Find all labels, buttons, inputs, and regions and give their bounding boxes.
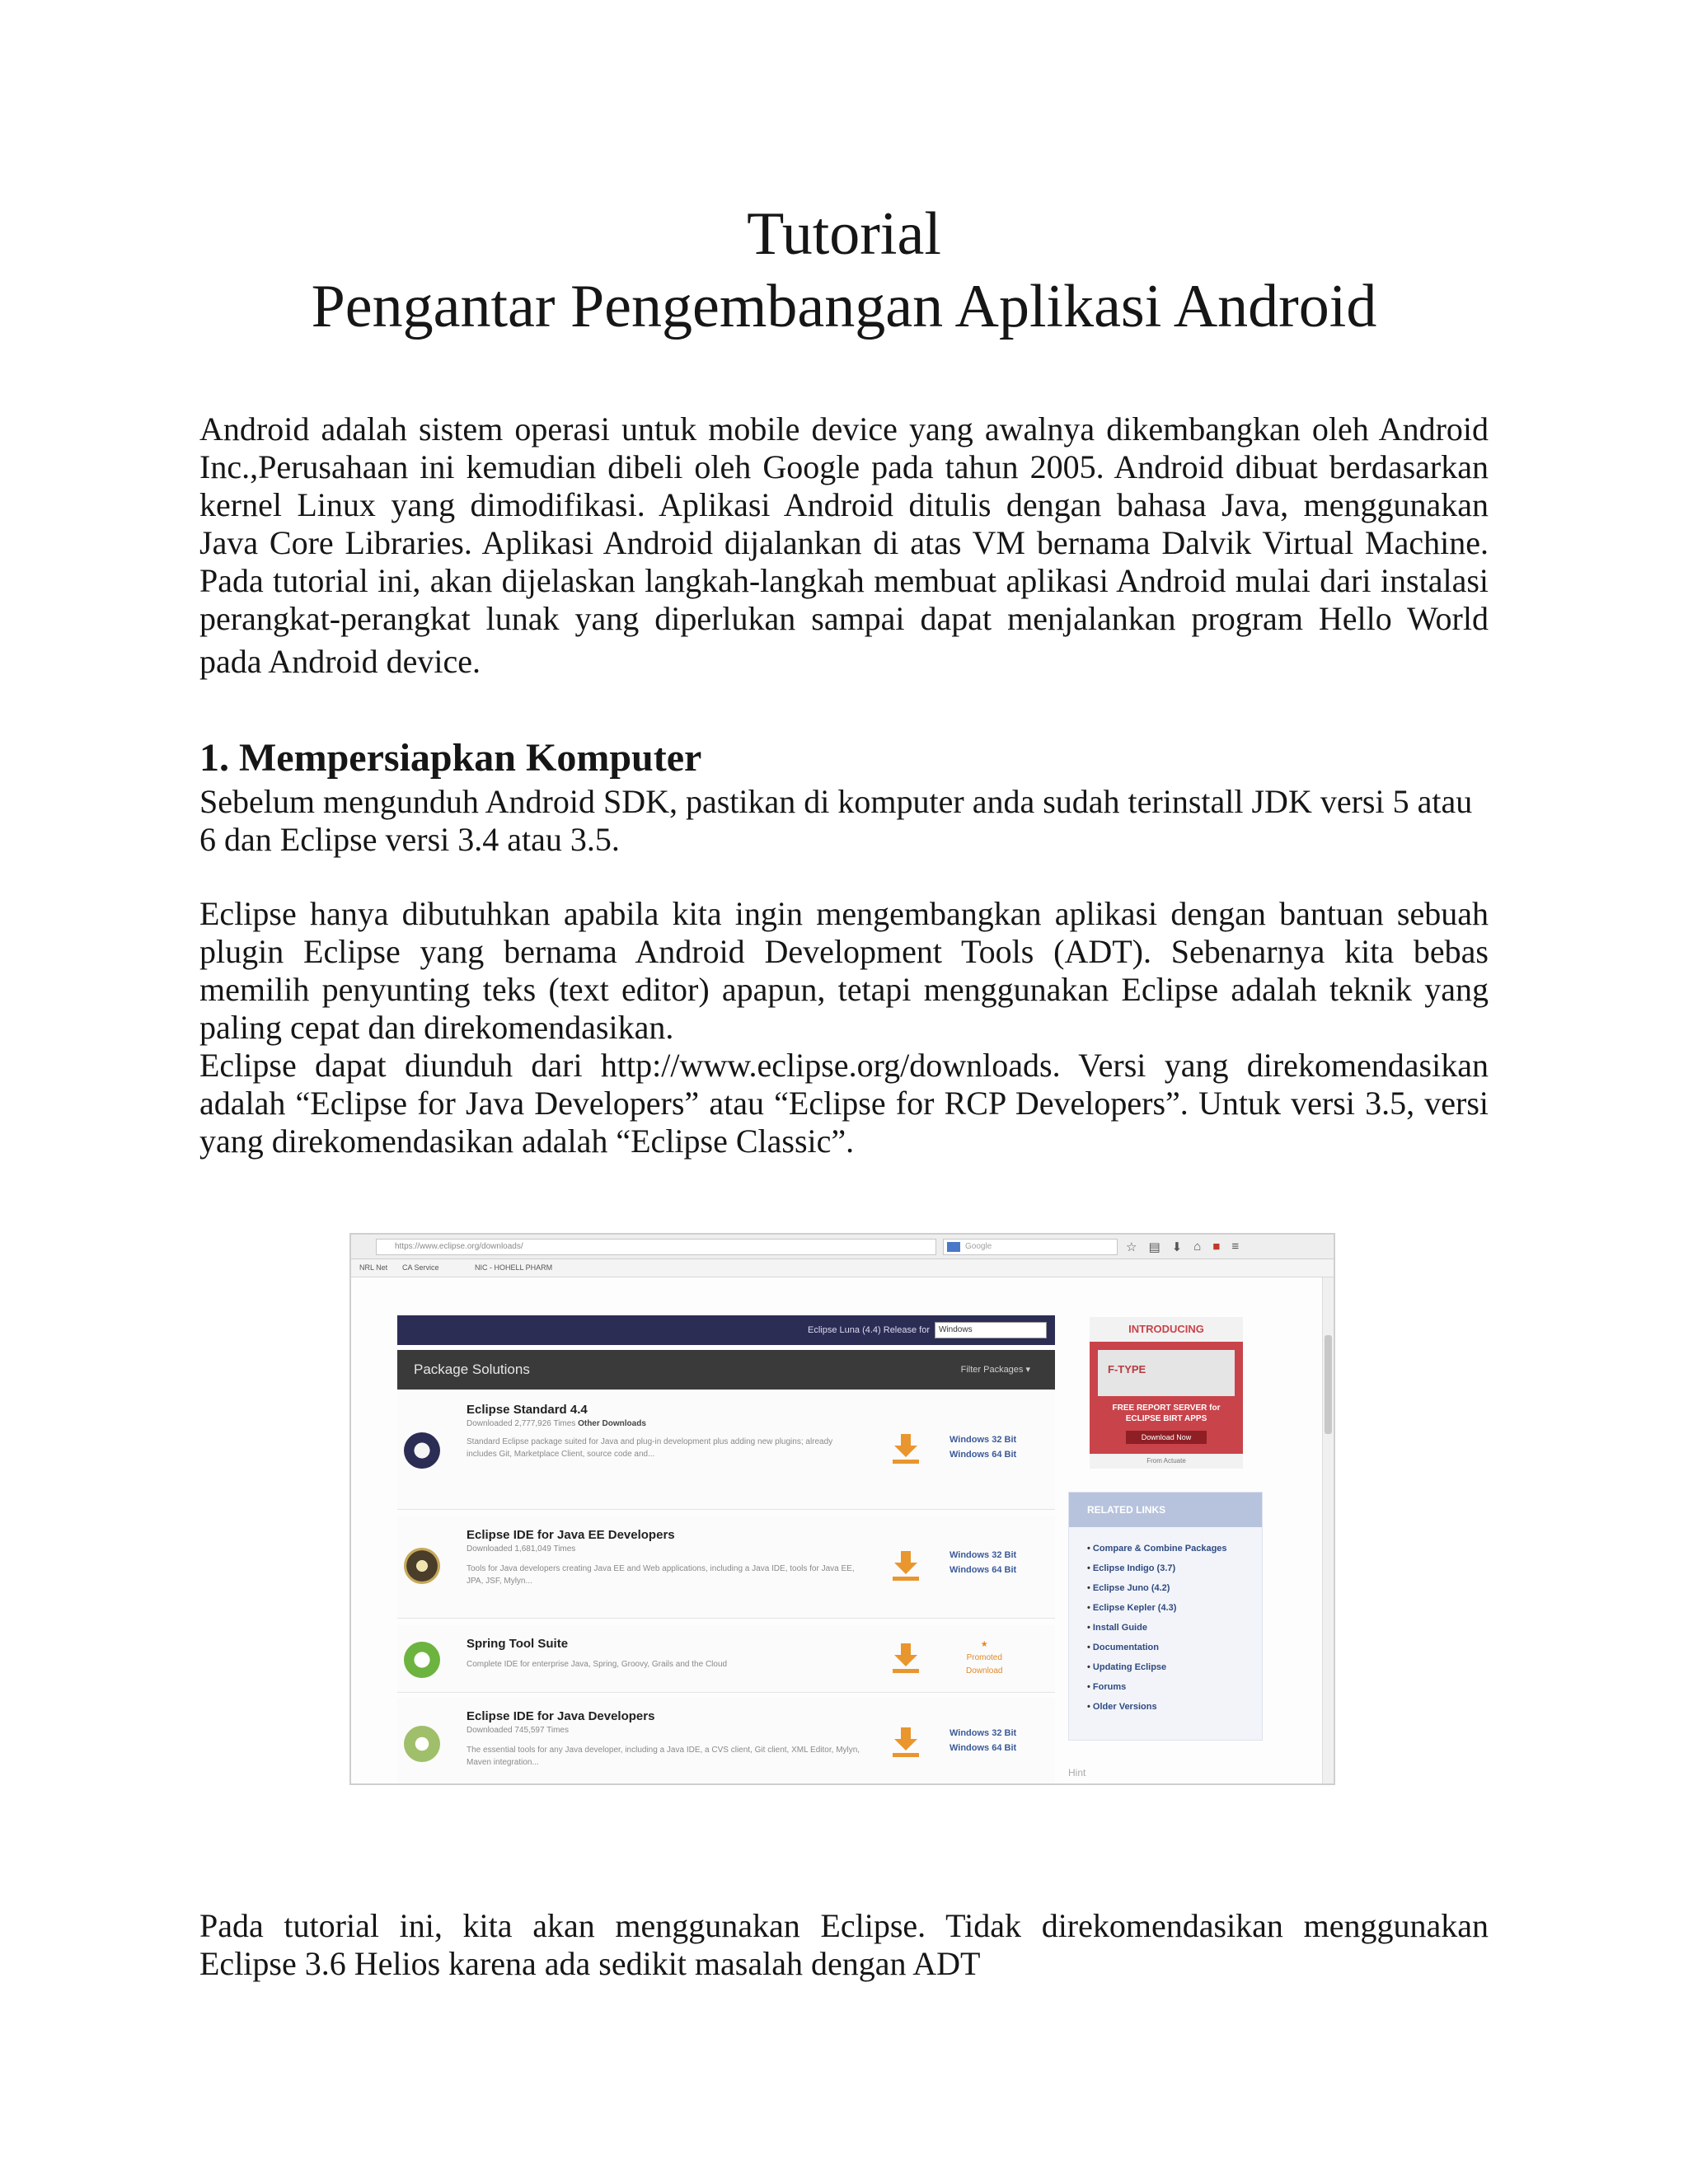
related-links-title: RELATED LINKS xyxy=(1069,1493,1262,1527)
title-line-2: Pengantar Pengembangan Aplikasi Android xyxy=(311,273,1377,340)
spring-logo-icon xyxy=(404,1642,440,1678)
star-icon: ★ xyxy=(980,1640,988,1649)
windows-32-link[interactable]: Windows 32 Bit xyxy=(950,1435,1017,1445)
download-arrow-icon[interactable] xyxy=(890,1642,921,1675)
paragraph-line: memilih penyunting teks (text editor) apapun, tetapi menggunakan Eclipse adalah teknik yang xyxy=(199,971,1489,1008)
related-link[interactable]: • Compare & Combine Packages xyxy=(1087,1539,1227,1558)
package-desc: The essential tools for any Java developer, including a Java IDE, a CVS client, Git client, XML Editor, Mylyn, Maven integration... xyxy=(467,1746,860,1767)
related-link[interactable]: • Eclipse Juno (4.2) xyxy=(1087,1578,1227,1598)
package-row xyxy=(397,1625,1055,1693)
section-paragraph-1 xyxy=(199,783,1489,859)
intro-line: Inc.,Perusahaan ini kemudian dibeli oleh Google pada tahun 2005. Android dibuat berdasarkan xyxy=(199,448,1489,485)
search-engine-icon xyxy=(947,1242,960,1252)
download-arrow-icon[interactable] xyxy=(890,1549,921,1582)
eclipse-logo-icon xyxy=(404,1432,440,1469)
package-name[interactable]: Eclipse IDE for Java Developers xyxy=(467,1709,655,1723)
bookmark-item[interactable]: NRL Net xyxy=(359,1263,388,1272)
os-select[interactable]: Windows xyxy=(935,1322,1047,1338)
paragraph-line: Eclipse 3.6 Helios karena ada sedikit masalah dengan ADT xyxy=(199,1945,981,1982)
package-row xyxy=(397,1698,1055,1785)
package-desc: Standard Eclipse package suited for Java and plug-in development plus adding new plugins; already includes Git, Marketplace Client, source code and... xyxy=(467,1437,833,1459)
related-link[interactable]: • Eclipse Kepler (4.3) xyxy=(1087,1598,1227,1618)
intro-line: Pada tutorial ini, akan dijelaskan langkah-langkah membuat aplikasi Android mulai dari instalasi xyxy=(199,562,1489,599)
promo-banner[interactable] xyxy=(1090,1317,1243,1469)
related-link[interactable]: • Forums xyxy=(1087,1677,1227,1697)
platform-links xyxy=(950,1726,1016,1755)
paragraph-line: 6 dan Eclipse versi 3.4 atau 3.5. xyxy=(199,821,620,858)
url-field[interactable]: https://www.eclipse.org/downloads/ xyxy=(376,1239,936,1255)
related-link[interactable]: • Install Guide xyxy=(1087,1618,1227,1638)
home-icon[interactable]: ⌂ xyxy=(1193,1240,1202,1254)
banner-title: INTRODUCING xyxy=(1090,1317,1243,1342)
search-placeholder: Google xyxy=(965,1242,992,1251)
section-paragraph-3 xyxy=(199,1047,1489,1160)
paragraph-line: Sebelum mengunduh Android SDK, pastikan di komputer anda sudah terinstall JDK versi 5 atau xyxy=(199,783,1473,820)
package-downloads: Downloaded 745,597 Times xyxy=(467,1726,569,1735)
bookmark-list-icon[interactable]: ▤ xyxy=(1148,1240,1160,1254)
related-links-list xyxy=(1087,1539,1227,1717)
section-heading: 1. Mempersiapkan Komputer xyxy=(199,736,702,780)
java-ee-logo-icon xyxy=(404,1548,440,1584)
intro-paragraph xyxy=(199,410,1489,681)
addon-icon[interactable]: ■ xyxy=(1212,1240,1221,1254)
download-arrow-icon[interactable] xyxy=(890,1432,921,1465)
browser-search-field[interactable] xyxy=(943,1239,1118,1255)
download-arrow-icon[interactable] xyxy=(890,1726,921,1759)
related-link[interactable]: • Older Versions xyxy=(1087,1697,1227,1717)
package-name[interactable]: Eclipse Standard 4.4 xyxy=(467,1403,588,1417)
java-logo-icon xyxy=(404,1726,440,1762)
platform-links xyxy=(950,1548,1016,1577)
filter-packages-link[interactable]: Filter Packages ▾ xyxy=(960,1365,1030,1375)
paragraph-line: yang direkomendasikan adalah “Eclipse Classic”. xyxy=(199,1122,855,1160)
windows-32-link[interactable]: Windows 32 Bit xyxy=(950,1728,1017,1738)
paragraph-line: Eclipse dapat diunduh dari http://www.eclipse.org/downloads. Versi yang direkomendasikan xyxy=(199,1047,1489,1084)
package-name[interactable]: Eclipse IDE for Java EE Developers xyxy=(467,1528,675,1542)
download-icon[interactable]: ⬇ xyxy=(1171,1240,1183,1254)
package-downloads: Downloaded 1,681,049 Times xyxy=(467,1544,576,1554)
title-line-1: Tutorial xyxy=(747,200,941,268)
banner-footer: From Actuate xyxy=(1090,1454,1243,1469)
scrollbar-thumb[interactable] xyxy=(1325,1335,1332,1434)
package-row xyxy=(397,1390,1055,1510)
intro-line: Java Core Libraries. Aplikasi Android dijalankan di atas VM bernama Dalvik Virtual Machine. xyxy=(199,524,1489,561)
package-row xyxy=(397,1516,1055,1619)
windows-32-link[interactable]: Windows 32 Bit xyxy=(950,1550,1017,1560)
windows-64-link[interactable]: Windows 64 Bit xyxy=(950,1743,1017,1753)
banner-brand: F-TYPE xyxy=(1098,1350,1235,1396)
package-desc: Complete IDE for enterprise Java, Spring, Groovy, Grails and the Cloud xyxy=(467,1660,728,1669)
bookmark-item[interactable]: CA Service xyxy=(402,1263,439,1272)
closing-paragraph xyxy=(199,1907,1489,1983)
banner-download-button[interactable]: Download Now xyxy=(1126,1431,1207,1444)
intro-line: perangkat-perangkat lunak yang diperlukan sampai dapat menjalankan program Hello World xyxy=(199,600,1489,637)
intro-line: pada Android device. xyxy=(199,643,481,680)
related-links-panel xyxy=(1068,1492,1263,1741)
browser-toolbar xyxy=(351,1235,1334,1259)
release-label: Eclipse Luna (4.4) Release for xyxy=(808,1325,930,1335)
browser-toolbar-icons xyxy=(1126,1240,1239,1254)
scrollbar[interactable] xyxy=(1322,1277,1334,1785)
bookmark-item[interactable]: NIC - HOHELL PHARM xyxy=(475,1263,553,1272)
eclipse-download-screenshot xyxy=(349,1233,1335,1785)
menu-icon[interactable]: ≡ xyxy=(1231,1240,1240,1254)
related-link[interactable]: • Documentation xyxy=(1087,1638,1227,1657)
paragraph-line: Pada tutorial ini, kita akan menggunakan Eclipse. Tidak direkomendasikan menggunakan xyxy=(199,1907,1489,1944)
bookmarks-bar xyxy=(351,1259,1334,1277)
banner-text: FREE REPORT SERVER for ECLIPSE BIRT APPS xyxy=(1112,1404,1221,1423)
intro-line: kernel Linux yang dimodifikasi. Aplikasi Android ditulis dengan bahasa Java, menggunakan xyxy=(199,486,1489,523)
paragraph-line: paling cepat dan direkomendasikan. xyxy=(199,1009,674,1046)
paragraph-line: Eclipse hanya dibutuhkan apabila kita ingin mengembangkan aplikasi dengan bantuan sebuah xyxy=(199,895,1489,932)
package-desc: Tools for Java developers creating Java EE and Web applications, including a Java IDE, tools for Java EE, JPA, JSF, Mylyn... xyxy=(467,1564,855,1586)
paragraph-line: plugin Eclipse yang bernama Android Development Tools (ADT). Sebenarnya kita bebas xyxy=(199,933,1489,970)
related-link[interactable]: • Eclipse Indigo (3.7) xyxy=(1087,1558,1227,1578)
package-solutions-header xyxy=(397,1350,1055,1390)
hint-label: Hint xyxy=(1068,1767,1086,1779)
paragraph-line: adalah “Eclipse for Java Developers” atau “Eclipse for RCP Developers”. Untuk versi 3.5, versi xyxy=(199,1085,1489,1122)
section-paragraph-2 xyxy=(199,895,1489,1047)
promoted-download[interactable]: ★ Promoted Download xyxy=(966,1640,1003,1675)
windows-64-link[interactable]: Windows 64 Bit xyxy=(950,1565,1017,1575)
package-solutions-title: Package Solutions xyxy=(414,1361,530,1377)
release-bar xyxy=(397,1315,1055,1345)
package-name[interactable]: Spring Tool Suite xyxy=(467,1637,569,1651)
windows-64-link[interactable]: Windows 64 Bit xyxy=(950,1450,1017,1460)
intro-line: Android adalah sistem operasi untuk mobile device yang awalnya dikembangkan oleh Android xyxy=(199,410,1489,448)
related-link[interactable]: • Updating Eclipse xyxy=(1087,1657,1227,1677)
star-icon[interactable]: ☆ xyxy=(1126,1240,1137,1254)
platform-links xyxy=(950,1432,1016,1462)
other-downloads-link[interactable]: Other Downloads xyxy=(578,1419,646,1428)
package-downloads: Downloaded 2,777,926 Times Other Downloads xyxy=(467,1419,646,1428)
